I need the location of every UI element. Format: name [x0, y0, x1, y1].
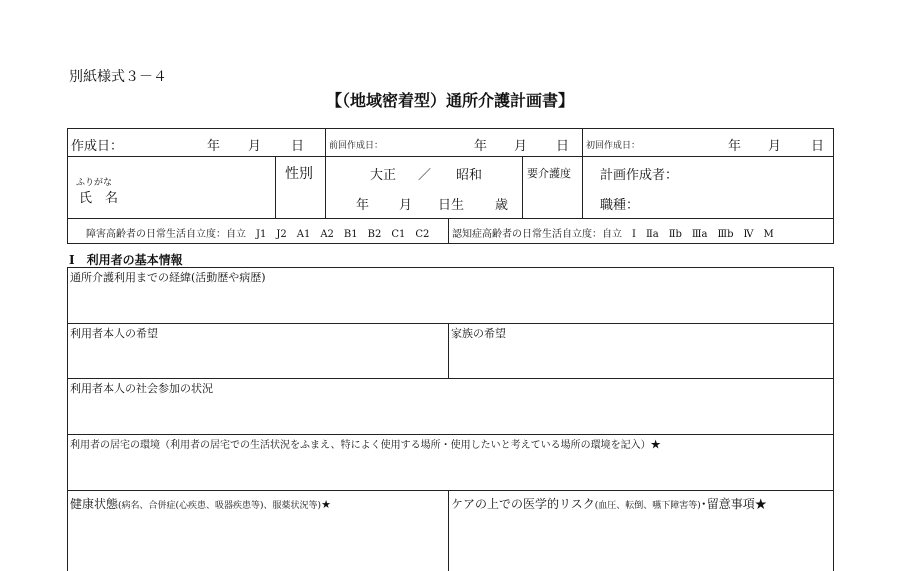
care-level-label: 要介護度: [527, 167, 571, 180]
first-month: 月: [768, 139, 782, 154]
name-label: 氏 名: [79, 191, 119, 206]
section-divider-1: [67, 323, 834, 324]
prev-year: 年: [474, 139, 488, 154]
header-row-divider-2: [67, 218, 834, 219]
created-month: 月: [248, 139, 262, 154]
furigana-label: ふりがな: [76, 178, 113, 188]
prev-day: 日: [556, 139, 570, 154]
sex-label: 性別: [285, 166, 313, 182]
row2-divider-2: [325, 156, 326, 218]
row2-divider-1: [275, 156, 276, 218]
disabled-independence-title: 障害高齢者の日常生活自立度：: [86, 229, 226, 240]
form-number: 別紙様式３－４: [69, 69, 167, 85]
health-status-detail: (病名、合併症(心疾患、吸器疾患等)、服薬状況等): [118, 501, 322, 511]
era-showa: 昭和: [456, 168, 483, 183]
row3-divider: [448, 218, 449, 244]
planner-label: 計画作成者：: [600, 168, 679, 183]
history-label: 通所介護利用までの経緯(活動歴や病歴): [70, 271, 266, 284]
medical-risk-label: [451, 493, 767, 512]
section-divider-3: [67, 434, 834, 435]
row2-divider-3: [522, 156, 523, 218]
prev-date-label: 前回作成日：: [329, 141, 384, 151]
first-day: 日: [811, 139, 825, 154]
row2-divider-4: [582, 156, 583, 218]
health-status-title: 健康状態: [70, 497, 119, 511]
basic-info-table: [67, 267, 834, 571]
row1-divider-2: [582, 128, 583, 156]
health-status-star: ★: [321, 498, 331, 511]
created-date-label: 作成日：: [71, 139, 124, 154]
created-year: 年: [207, 139, 221, 154]
section-divider-2: [67, 378, 834, 379]
first-date-label: 初回作成日：: [586, 141, 641, 151]
medical-risk-title: ケアの上での医学的リスク: [451, 497, 595, 511]
birth-month: 月: [399, 198, 413, 213]
birth-year: 年: [356, 198, 370, 213]
social-participation-label: 利用者本人の社会参加の状況: [70, 382, 213, 395]
birth-day: 日生: [438, 198, 465, 213]
home-environment-label: 利用者の居宅の環境（利用者の居宅での生活状況をふまえ、特によく使用する場所・使用したいと考えている場所の環境を記入）★: [70, 440, 661, 451]
section-divider-4: [67, 490, 834, 491]
family-wish-label: 家族の希望: [451, 327, 506, 340]
section1-heading: Ⅰ 利用者の基本情報: [69, 253, 183, 267]
first-year: 年: [728, 139, 742, 154]
dementia-independence-label: [452, 225, 774, 240]
header-row-divider-1: [67, 156, 834, 157]
era-separator: ／: [418, 168, 432, 183]
dementia-independence-title: 認知症高齢者の日常生活自立度：: [452, 229, 602, 240]
health-status-label: [70, 493, 331, 512]
dementia-independence-levels: 自立 Ⅰ Ⅱa Ⅱb Ⅲa Ⅲb Ⅳ M: [602, 229, 774, 240]
medical-risk-notes: ･留意事項★: [700, 497, 767, 511]
prev-month: 月: [514, 139, 528, 154]
wish-divider: [448, 323, 449, 378]
row1-divider-1: [325, 128, 326, 156]
job-label: 職種：: [600, 198, 640, 213]
medical-risk-detail: (血圧、転倒、嚥下障害等): [594, 501, 701, 511]
disabled-independence-label: [86, 225, 429, 240]
era-taisho: 大正: [370, 168, 397, 183]
disabled-independence-levels: 自立 J1 J2 A1 A2 B1 B2 C1 C2: [226, 229, 430, 240]
age-label: 歳: [495, 198, 509, 213]
user-wish-label: 利用者本人の希望: [70, 327, 158, 340]
health-divider: [448, 490, 449, 571]
created-day: 日: [291, 139, 305, 154]
document-title: 【（地域密着型）通所介護計画書】: [325, 91, 574, 110]
